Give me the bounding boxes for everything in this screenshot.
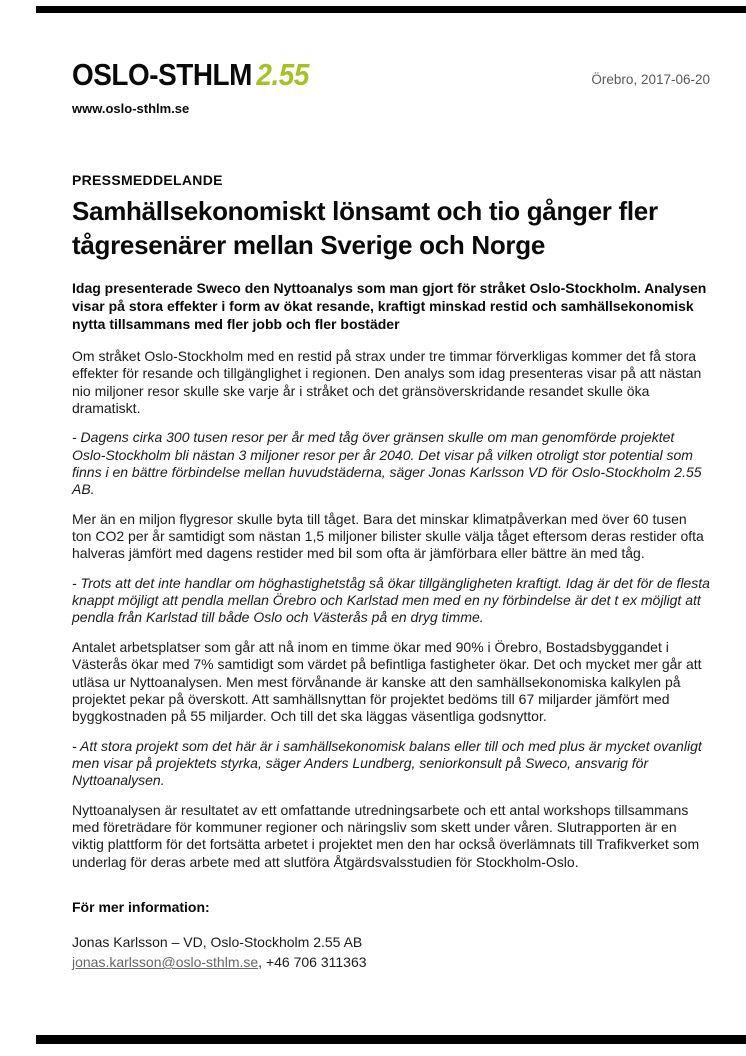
contact-block <box>72 933 710 972</box>
body-paragraph: Nyttoanalysen är resultatet av ett omfattande utredningsarbete och ett antal workshops tillsammans med företrädare för kommuner regioner och näringsliv som skett under våren. Slutrapporten är en viktig plattform för det fortsätta arbetet i projektet men den har också överlämnats till Trafikverket som underlag för deras arbete med att slutföra Åtgärdsvalsstudien för Stockholm-Oslo. <box>72 801 700 870</box>
quote-paragraph: - Att stora projekt som det här är i samhällsekonomisk balans eller till och med plus är mycket ovanligt men visar på projektets styrka, säger Anders Lundberg, seniorkonsult på Sweco, ansvarig för Nyttoanalysen. <box>72 737 702 789</box>
body-paragraph: Mer än en miljon flygresor skulle byta till tåget. Bara det minskar klimatpåverkan med över 60 tusen ton CO2 per år samtidigt som nästan 1,5 miljoner bilister skulle välja tåget eftersom deras restider ofta halveras jämfört med dagens restider med bil som ofta är jämförbara eller bättre än med tåg. <box>72 510 704 562</box>
lead-paragraph: Idag presenterade Sweco den Nyttoanalys som man gjort för stråket Oslo-Stockholm. Analysen visar på stora effekter i form av ökat resande, kraftigt minskad restid och samhällsekonomisk nytta tillsammans med fler jobb och fler bostäder <box>72 280 707 332</box>
page-title: Samhällsekonomiskt lönsamt och tio gånger fler tågresenärer mellan Sverige och Norge <box>72 196 658 260</box>
dateline: Örebro, 2017-06-20 <box>591 72 710 87</box>
top-rule <box>36 6 746 13</box>
logo-suffix: 2.55 <box>256 57 309 92</box>
contact-email-link[interactable]: jonas.karlsson@oslo-sthlm.se <box>72 954 259 971</box>
quote-paragraph: - Trots att det inte handlar om höghastighetståg så ökar tillgängligheten kraftigt. Idag är det för de flesta knappt möjligt att pendla mellan Örebro och Karlstad men med en ny förbindelse är det t ex möjligt att pendla från Karlstad till både Oslo och Västerås på en dryg timme. <box>72 574 710 626</box>
more-info-heading: För mer information: <box>72 899 210 916</box>
contact-phone: , +46 706 311363 <box>258 954 367 971</box>
contact-name: Jonas Karlsson – VD, Oslo-Stockholm 2.55 AB <box>72 934 363 951</box>
body-paragraph: Om stråket Oslo-Stockholm med en restid på strax under tre timmar förverkligas kommer det få stora effekter för resande och tillgänglighet i regionen. Den analys som idag presenteras visar på att nästan nio miljoner resor skulle ske varje år i stråket och det gränsöverskridande resandet skulle öka dramatiskt. <box>72 347 702 416</box>
logo <box>72 58 309 92</box>
body-paragraph: Antalet arbetsplatser som går att nå inom en timme ökar med 90% i Örebro, Bostadsbyggandet i Västerås ökar med 7% samtidigt som värdet på befintliga fastigheter ökar. Det och mycket mer går att utläsa ur Nyttoanalysen. Men mest förvånande är kanske att den samhällsekonomiska kalkylen på projektet pekar på överskott. Att samhällsnyttan för projektet bedöms till 67 miljarder jämfört med byggkostnaden på 55 miljarder. Och till det ska läggas väsentliga godsnyttor. <box>72 638 702 725</box>
logo-name: OSLO-STHLM <box>72 57 252 92</box>
quote-paragraph: - Dagens cirka 300 tusen resor per år med tåg över gränsen skulle om man genomförde projektet Oslo-Stockholm bli nästan 3 miljoner resor per år 2040. Det visar på vilken otroligt stor potential som finns i en bättre förbindelse mellan huvudstäderna, säger Jonas Karlsson VD för Oslo-Stockholm 2.55 AB. <box>72 429 702 498</box>
kicker: PRESSMEDDELANDE <box>72 172 223 189</box>
website-url: www.oslo-sthlm.se <box>72 101 190 117</box>
masthead <box>72 58 710 116</box>
contact-details <box>72 953 710 972</box>
bottom-rule <box>36 1035 746 1044</box>
